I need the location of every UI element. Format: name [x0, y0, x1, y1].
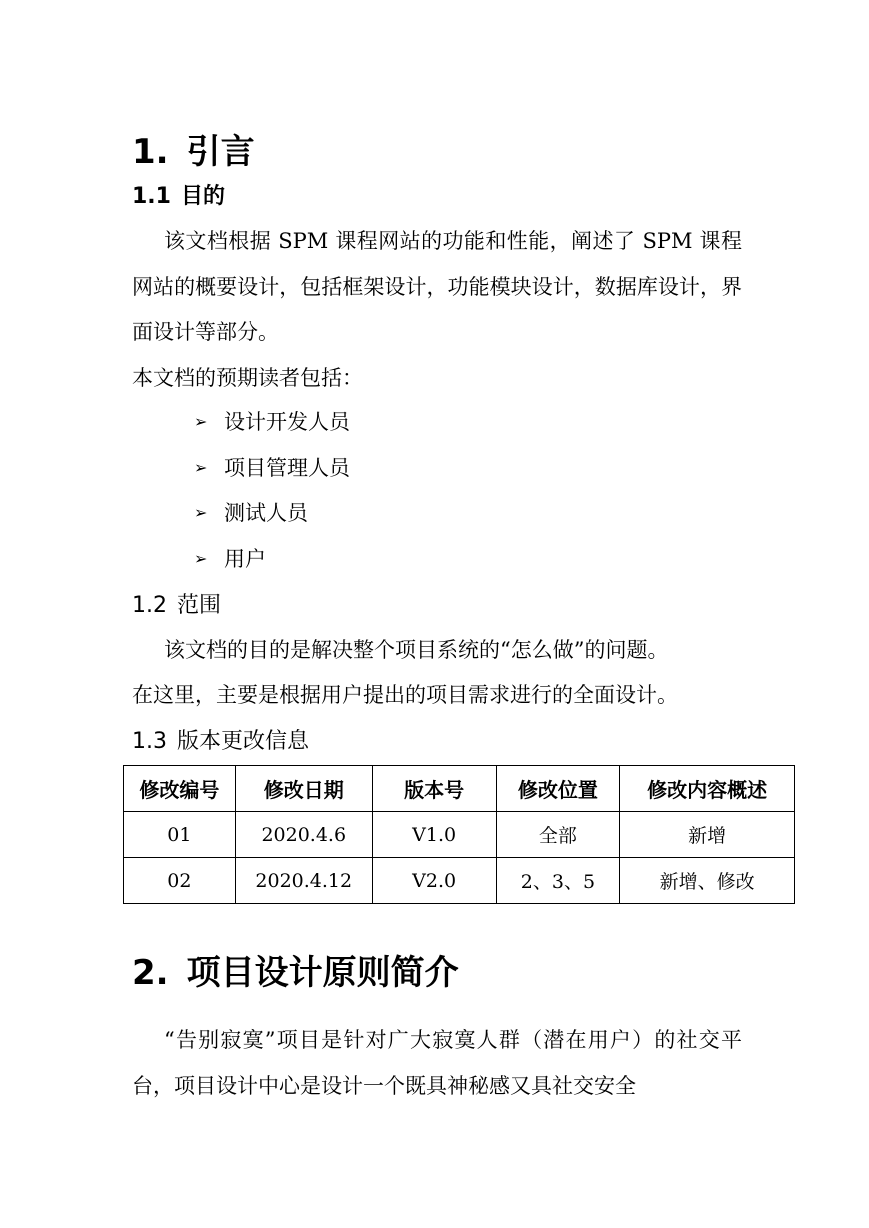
- section-1-3-heading: [132, 728, 309, 756]
- section-1-title: 引言: [186, 132, 255, 172]
- reader-item: [194, 407, 350, 437]
- revision-table: [123, 765, 795, 904]
- arrow-bullet-icon: ➢: [194, 458, 208, 477]
- reader-item: [194, 453, 350, 483]
- section-1-3-number: 1.3: [132, 729, 167, 754]
- table-cell: 2020.4.12: [235, 858, 372, 904]
- arrow-bullet-icon: ➢: [194, 412, 208, 431]
- column-header: 修改日期: [235, 766, 372, 812]
- arrow-bullet-icon: ➢: [194, 549, 208, 568]
- reader-item-label: 项目管理人员: [224, 456, 350, 480]
- table-cell: 2、3、5: [496, 858, 620, 904]
- reader-item-label: 设计开发人员: [224, 410, 350, 434]
- table-header-row: [124, 766, 795, 812]
- reader-item: [194, 498, 308, 528]
- section-1-2-heading: [132, 592, 221, 620]
- section-1-heading: [132, 132, 255, 172]
- column-header: 版本号: [372, 766, 496, 812]
- section-1-1-number: 1.1: [132, 184, 171, 209]
- scope-paragraph-line-2: 在这里，主要是根据用户提出的项目需求进行的全面设计。: [132, 683, 678, 707]
- section-1-1-heading: [132, 183, 225, 211]
- table-cell: 全部: [496, 812, 620, 858]
- section-1-2-number: 1.2: [132, 593, 167, 618]
- section-2-title: 项目设计原则简介: [186, 953, 459, 993]
- table-cell: 新增、修改: [620, 858, 795, 904]
- table-cell: V1.0: [372, 812, 496, 858]
- column-header: 修改编号: [124, 766, 236, 812]
- table-cell: 02: [124, 858, 236, 904]
- design-principles-paragraph: “告别寂寞”项目是针对广大寂寞人群（潜在用户）的社交平台，项目设计中心是设计一个既具神秘感又具社交安全: [132, 1028, 742, 1098]
- purpose-paragraph: 该文档根据 SPM 课程网站的功能和性能，阐述了 SPM 课程网站的概要设计，包括框架设计，功能模块设计，数据库设计，界面设计等部分。: [132, 229, 742, 344]
- scope-paragraph-line-1: 该文档的目的是解决整个项目系统的“怎么做”的问题。: [164, 638, 669, 662]
- table-cell: V2.0: [372, 858, 496, 904]
- reader-item: [194, 544, 266, 574]
- table-row: [124, 812, 795, 858]
- column-header: 修改位置: [496, 766, 620, 812]
- section-1-2-title: 范围: [177, 593, 222, 618]
- arrow-bullet-icon: ➢: [194, 503, 208, 522]
- column-header: 修改内容概述: [620, 766, 795, 812]
- section-1-1-title: 目的: [180, 184, 225, 209]
- readers-intro: 本文档的预期读者包括：: [132, 366, 363, 390]
- reader-item-label: 用户: [224, 547, 266, 571]
- section-1-number: 1.: [132, 132, 169, 172]
- section-2-heading: [132, 953, 459, 993]
- table-cell: 01: [124, 812, 236, 858]
- section-2-number: 2.: [132, 953, 169, 993]
- table-row: [124, 858, 795, 904]
- section-1-3-title: 版本更改信息: [177, 729, 310, 754]
- reader-item-label: 测试人员: [224, 501, 308, 525]
- table-cell: 新增: [620, 812, 795, 858]
- table-cell: 2020.4.6: [235, 812, 372, 858]
